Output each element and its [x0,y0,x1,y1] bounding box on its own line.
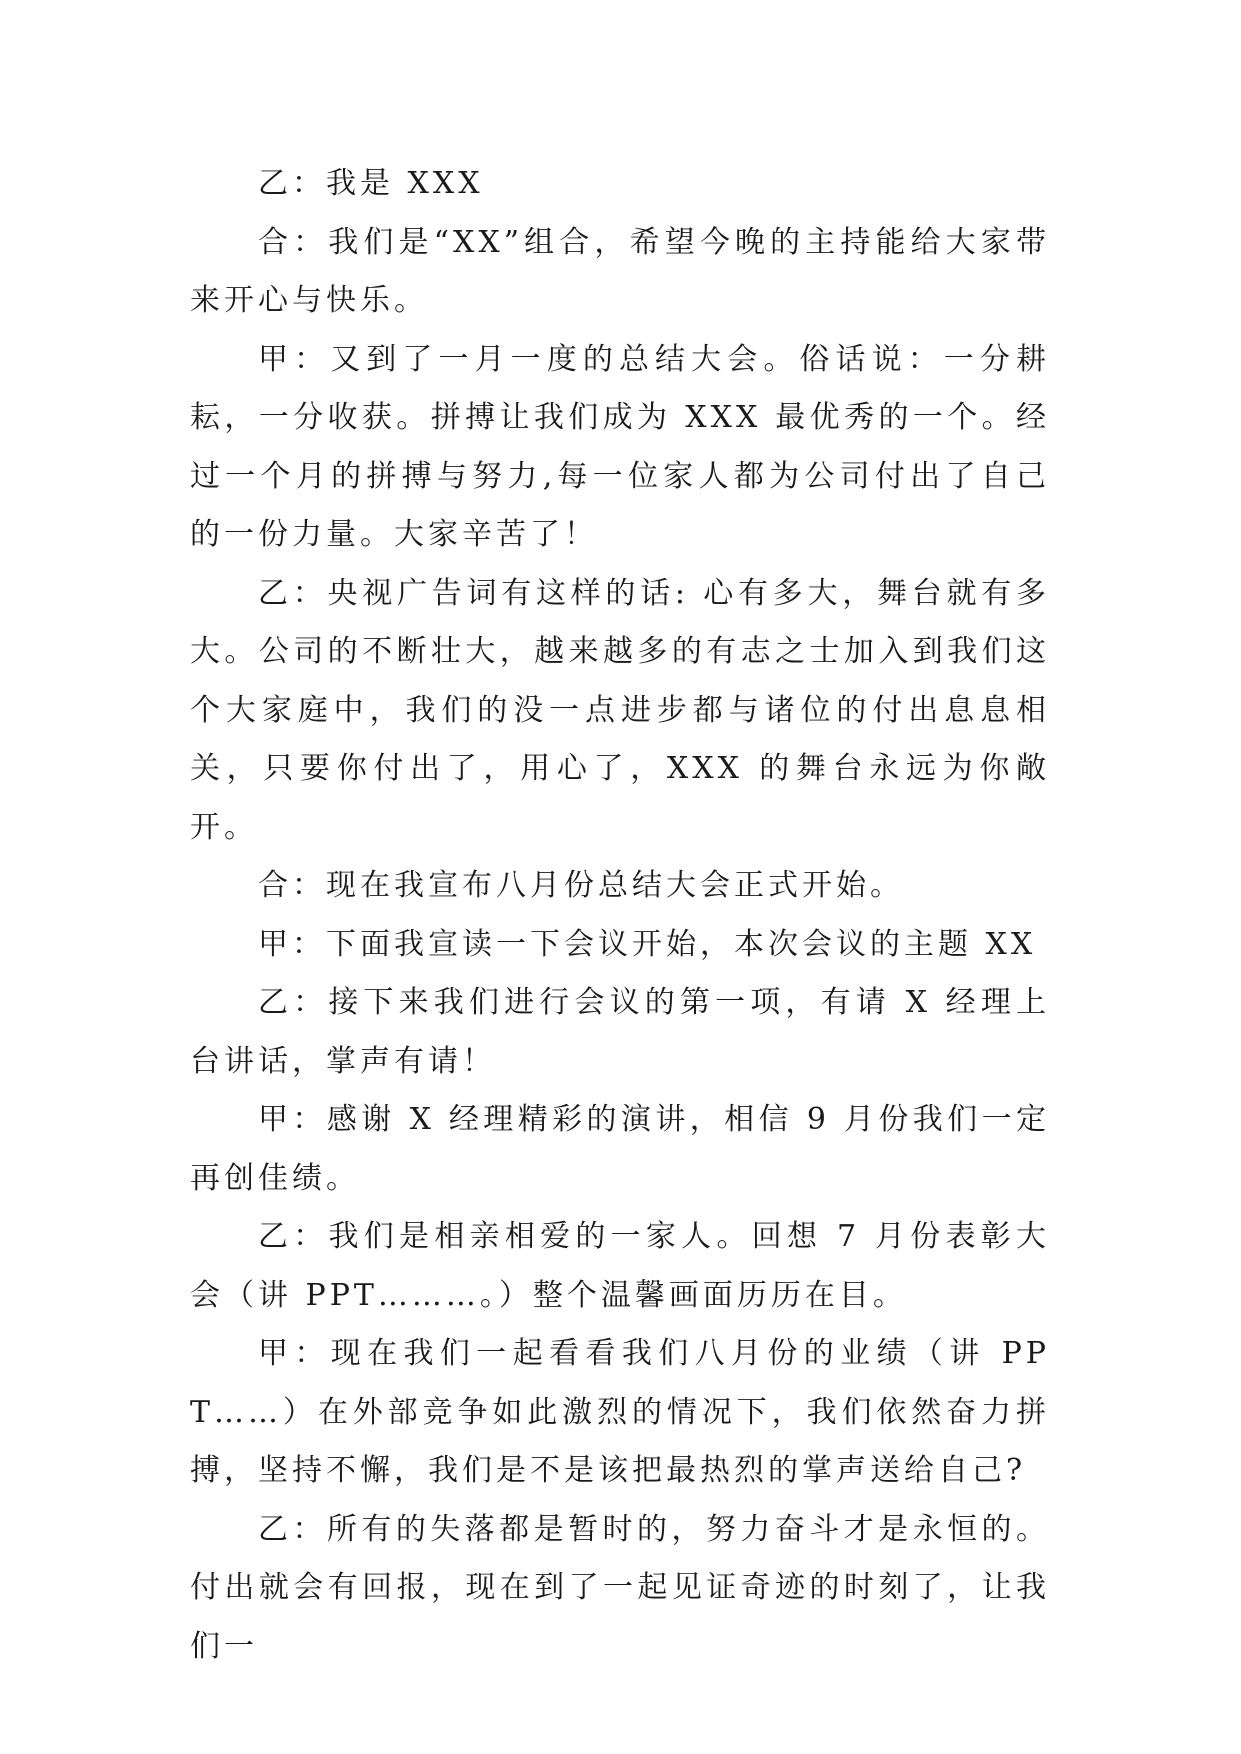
paragraph: 乙：我是 XXX [258,166,484,201]
paragraph: 甲：感谢 X 经理精彩的演讲，相信 9 月份我们一定再创佳绩。 [190,1102,1050,1196]
paragraph: 乙：接下来我们进行会议的第一项，有请 X 经理上台讲话，掌声有请！ [190,985,1050,1079]
paragraph: 乙：央视广告词有这样的话: 心有多大，舞台就有多大。公司的不断壮大，越来越多的有志之士加入到我们这个大家庭中，我们的没一点进步都与诸位的付出息息相关，只要你付出了，用心了，XXX 的舞台永远为你敞开。 [190,575,1050,845]
paragraph: 合：我们是“XX”组合，希望今晚的主持能给大家带来开心与快乐。 [190,224,1050,318]
paragraph: 甲：现在我们一起看看我们八月份的业绩（讲 PPT……）在外部竞争如此激烈的情况下，我们依然奋力拼搏，坚持不懈，我们是不是该把最热烈的掌声送给自己? [190,1336,1050,1488]
paragraph: 乙：所有的失落都是暂时的，努力奋斗才是永恒的。付出就会有回报，现在到了一起见证奇迹的时刻了，让我们一 [190,1511,1050,1664]
paragraph: 合：现在我宣布八月份总结大会正式开始。 [258,868,904,903]
paragraph: 甲：又到了一月一度的总结大会。俗话说：一分耕耘，一分收获。拼搏让我们成为 XXX 最优秀的一个。经过一个月的拼搏与努力,每一位家人都为公司付出了自己的一份力量。大家辛苦了！ [190,341,1050,552]
document-body [190,155,1050,1676]
paragraph: 甲：下面我宣读一下会议开始，本次会议的主题 XX [258,926,1037,962]
paragraph: 乙：我们是相亲相爱的一家人。回想 7 月份表彰大会（讲 PPT………。）整个温馨画面历历在目。 [190,1219,1050,1313]
